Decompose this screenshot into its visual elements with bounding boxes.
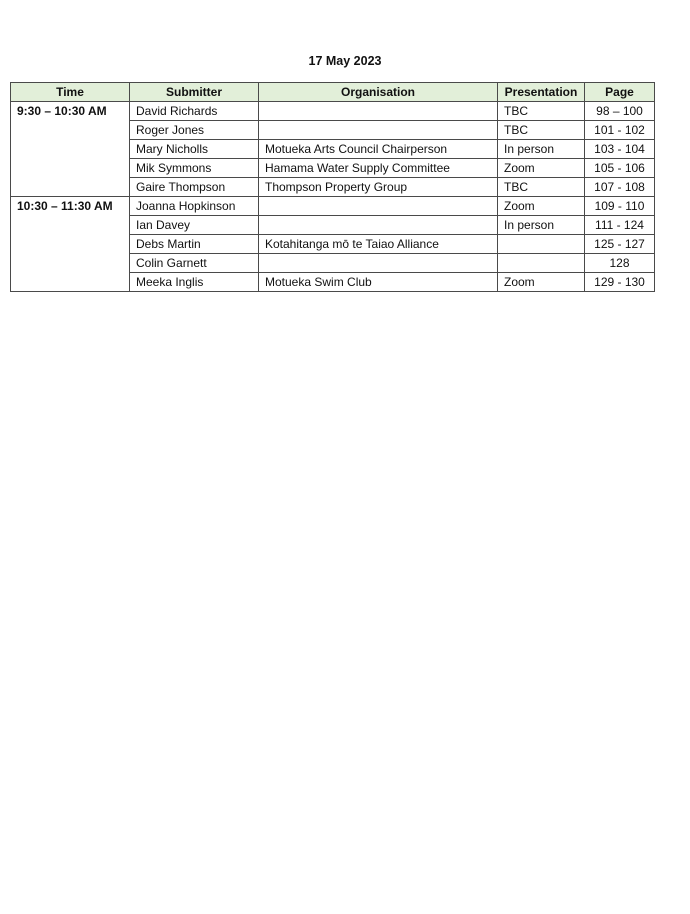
page-cell: 125 - 127 xyxy=(585,235,655,254)
presentation-cell xyxy=(498,254,585,273)
column-header-time: Time xyxy=(11,83,130,102)
page-cell: 98 – 100 xyxy=(585,102,655,121)
page-cell: 129 - 130 xyxy=(585,273,655,292)
page-cell: 111 - 124 xyxy=(585,216,655,235)
submitter-cell: Gaire Thompson xyxy=(130,178,259,197)
presentation-cell: TBC xyxy=(498,102,585,121)
submitter-cell: Meeka Inglis xyxy=(130,273,259,292)
column-header-organisation: Organisation xyxy=(259,83,498,102)
presentation-cell: TBC xyxy=(498,121,585,140)
organisation-cell: Motueka Swim Club xyxy=(259,273,498,292)
page-cell: 103 - 104 xyxy=(585,140,655,159)
presentation-cell: Zoom xyxy=(498,159,585,178)
document-date-heading: 17 May 2023 xyxy=(308,54,382,68)
table-header-row xyxy=(11,83,655,102)
page-cell: 105 - 106 xyxy=(585,159,655,178)
submitter-cell: Ian Davey xyxy=(130,216,259,235)
submitter-cell: Debs Martin xyxy=(130,235,259,254)
page-cell: 107 - 108 xyxy=(585,178,655,197)
schedule-table xyxy=(10,82,655,292)
column-header-submitter: Submitter xyxy=(130,83,259,102)
time-slot-cell: 10:30 – 11:30 AM xyxy=(11,197,130,292)
organisation-cell xyxy=(259,216,498,235)
organisation-cell: Hamama Water Supply Committee xyxy=(259,159,498,178)
submitter-cell: David Richards xyxy=(130,102,259,121)
organisation-cell xyxy=(259,197,498,216)
organisation-cell xyxy=(259,254,498,273)
presentation-cell: In person xyxy=(498,216,585,235)
organisation-cell: Motueka Arts Council Chairperson xyxy=(259,140,498,159)
presentation-cell: TBC xyxy=(498,178,585,197)
page-cell: 128 xyxy=(585,254,655,273)
submitter-cell: Mary Nicholls xyxy=(130,140,259,159)
time-slot-cell: 9:30 – 10:30 AM xyxy=(11,102,130,197)
organisation-cell: Thompson Property Group xyxy=(259,178,498,197)
presentation-cell xyxy=(498,235,585,254)
presentation-cell: In person xyxy=(498,140,585,159)
page-cell: 109 - 110 xyxy=(585,197,655,216)
organisation-cell xyxy=(259,121,498,140)
table-row xyxy=(11,102,655,121)
presentation-cell: Zoom xyxy=(498,273,585,292)
submitter-cell: Mik Symmons xyxy=(130,159,259,178)
column-header-page: Page xyxy=(585,83,655,102)
organisation-cell: Kotahitanga mō te Taiao Alliance xyxy=(259,235,498,254)
organisation-cell xyxy=(259,102,498,121)
column-header-presentation: Presentation xyxy=(498,83,585,102)
table-row xyxy=(11,197,655,216)
submitter-cell: Roger Jones xyxy=(130,121,259,140)
submitter-cell: Joanna Hopkinson xyxy=(130,197,259,216)
page-cell: 101 - 102 xyxy=(585,121,655,140)
presentation-cell: Zoom xyxy=(498,197,585,216)
submitter-cell: Colin Garnett xyxy=(130,254,259,273)
